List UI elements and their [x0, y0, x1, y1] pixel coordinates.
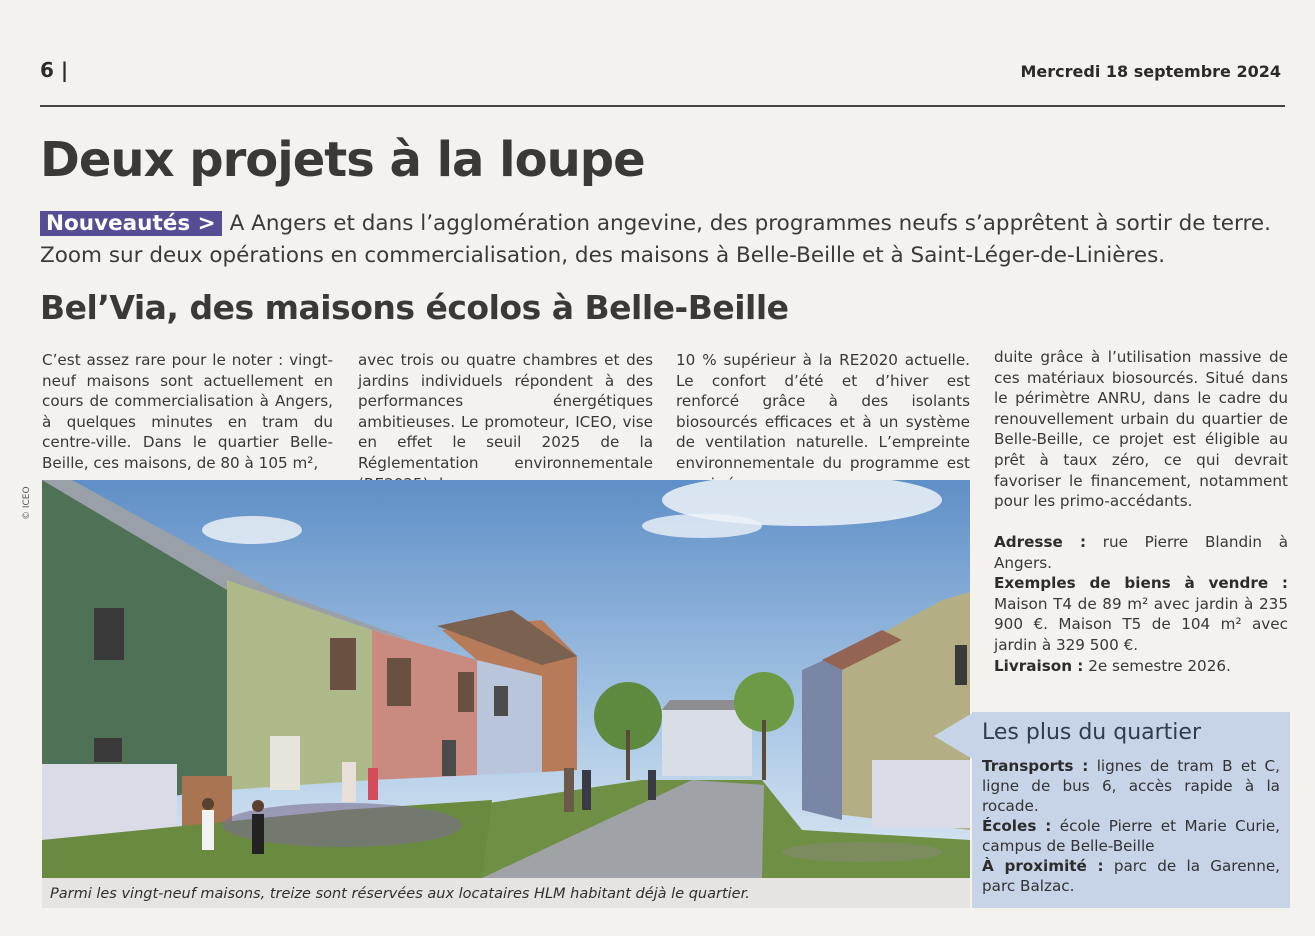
body-column-3: 10 % supérieur à la RE2020 actuelle. Le confort d’été et d’hiver est renforcé grâce à des isolants biosourcés efficaces et à un système de ventilation naturelle. L’empreinte environnementale du programme est — [676, 351, 970, 472]
deck — [40, 208, 1280, 272]
article-photo — [42, 480, 970, 878]
sidebar-nearby: À proximité : parc de la Garenne, parc Balzac. — [982, 857, 1280, 895]
photo-caption: Parmi les vingt-neuf maisons, treize sont réservées aux locataires HLM habitant déjà le quartier. — [42, 878, 970, 908]
info-delivery: Livraison : 2e semestre 2026. — [994, 656, 1231, 675]
illustration-houses — [42, 480, 970, 878]
kicker-badge: Nouveautés > — [40, 211, 222, 236]
header-rule — [40, 105, 1285, 107]
info-examples: Exemples de biens à vendre : Maison T4 de 89 m² avec jardin à 235 900 €. Maison T5 de 104 m² avec jardin à 329 500 €. — [994, 574, 1288, 654]
sidebar-arrow — [934, 712, 974, 760]
body-column-4: duite grâce à l’utilisation massive de ces matériaux biosourcés. Situé dans le périmètre ANRU, dans le cadre du renouvellement urbain du quartier de Belle-Beille, ce projet est éligible au prêt à taux zéro, ce qui devrait favoriser le financement, notamment pour les primo-accédants. — [994, 348, 1288, 511]
article-subhead: Bel’Via, des maisons écolos à Belle-Beille — [40, 288, 789, 327]
info-address: Adresse : rue Pierre Blandin à Angers. — [994, 533, 1289, 572]
neighborhood-sidebar — [972, 712, 1290, 908]
sidebar-title: Les plus du quartier — [982, 720, 1201, 745]
sidebar-transports: Transports : lignes de tram B et C, ligne de bus 6, accès rapide à la rocade. — [982, 757, 1280, 815]
photo-credit: © ICEO — [22, 486, 32, 520]
info-block — [994, 532, 1288, 676]
page-number: 6 | — [40, 58, 69, 82]
issue-date: Mercredi 18 septembre 2024 — [1020, 62, 1281, 81]
body-column-1: C’est assez rare pour le noter : vingt-neuf maisons sont actuellement en cours de commercialisation à Angers, à quelques minutes en tram du centre-ville. Dans le quartier Belle-Beille, ces maisons, de 80 à 105 m², — [42, 351, 333, 472]
sidebar-schools: Écoles : école Pierre et Marie Curie, campus de Belle-Beille — [982, 817, 1281, 855]
headline: Deux projets à la loupe — [40, 132, 645, 188]
deck-text: A Angers et dans l’agglomération angevine, des programmes neufs s’apprêtent à sortir de terre. Zoom sur deux opérations en commercialisation, des maisons à Belle-Beille et à Saint-Léger-de-Linières. — [40, 211, 1271, 268]
body-column-2: avec trois ou quatre chambres et des jardins individuels répondent à des performances énergétiques ambitieuses. Le promoteur, ICEO, vise en effet le seuil 2025 de la Réglementation environnementale — [358, 351, 653, 472]
